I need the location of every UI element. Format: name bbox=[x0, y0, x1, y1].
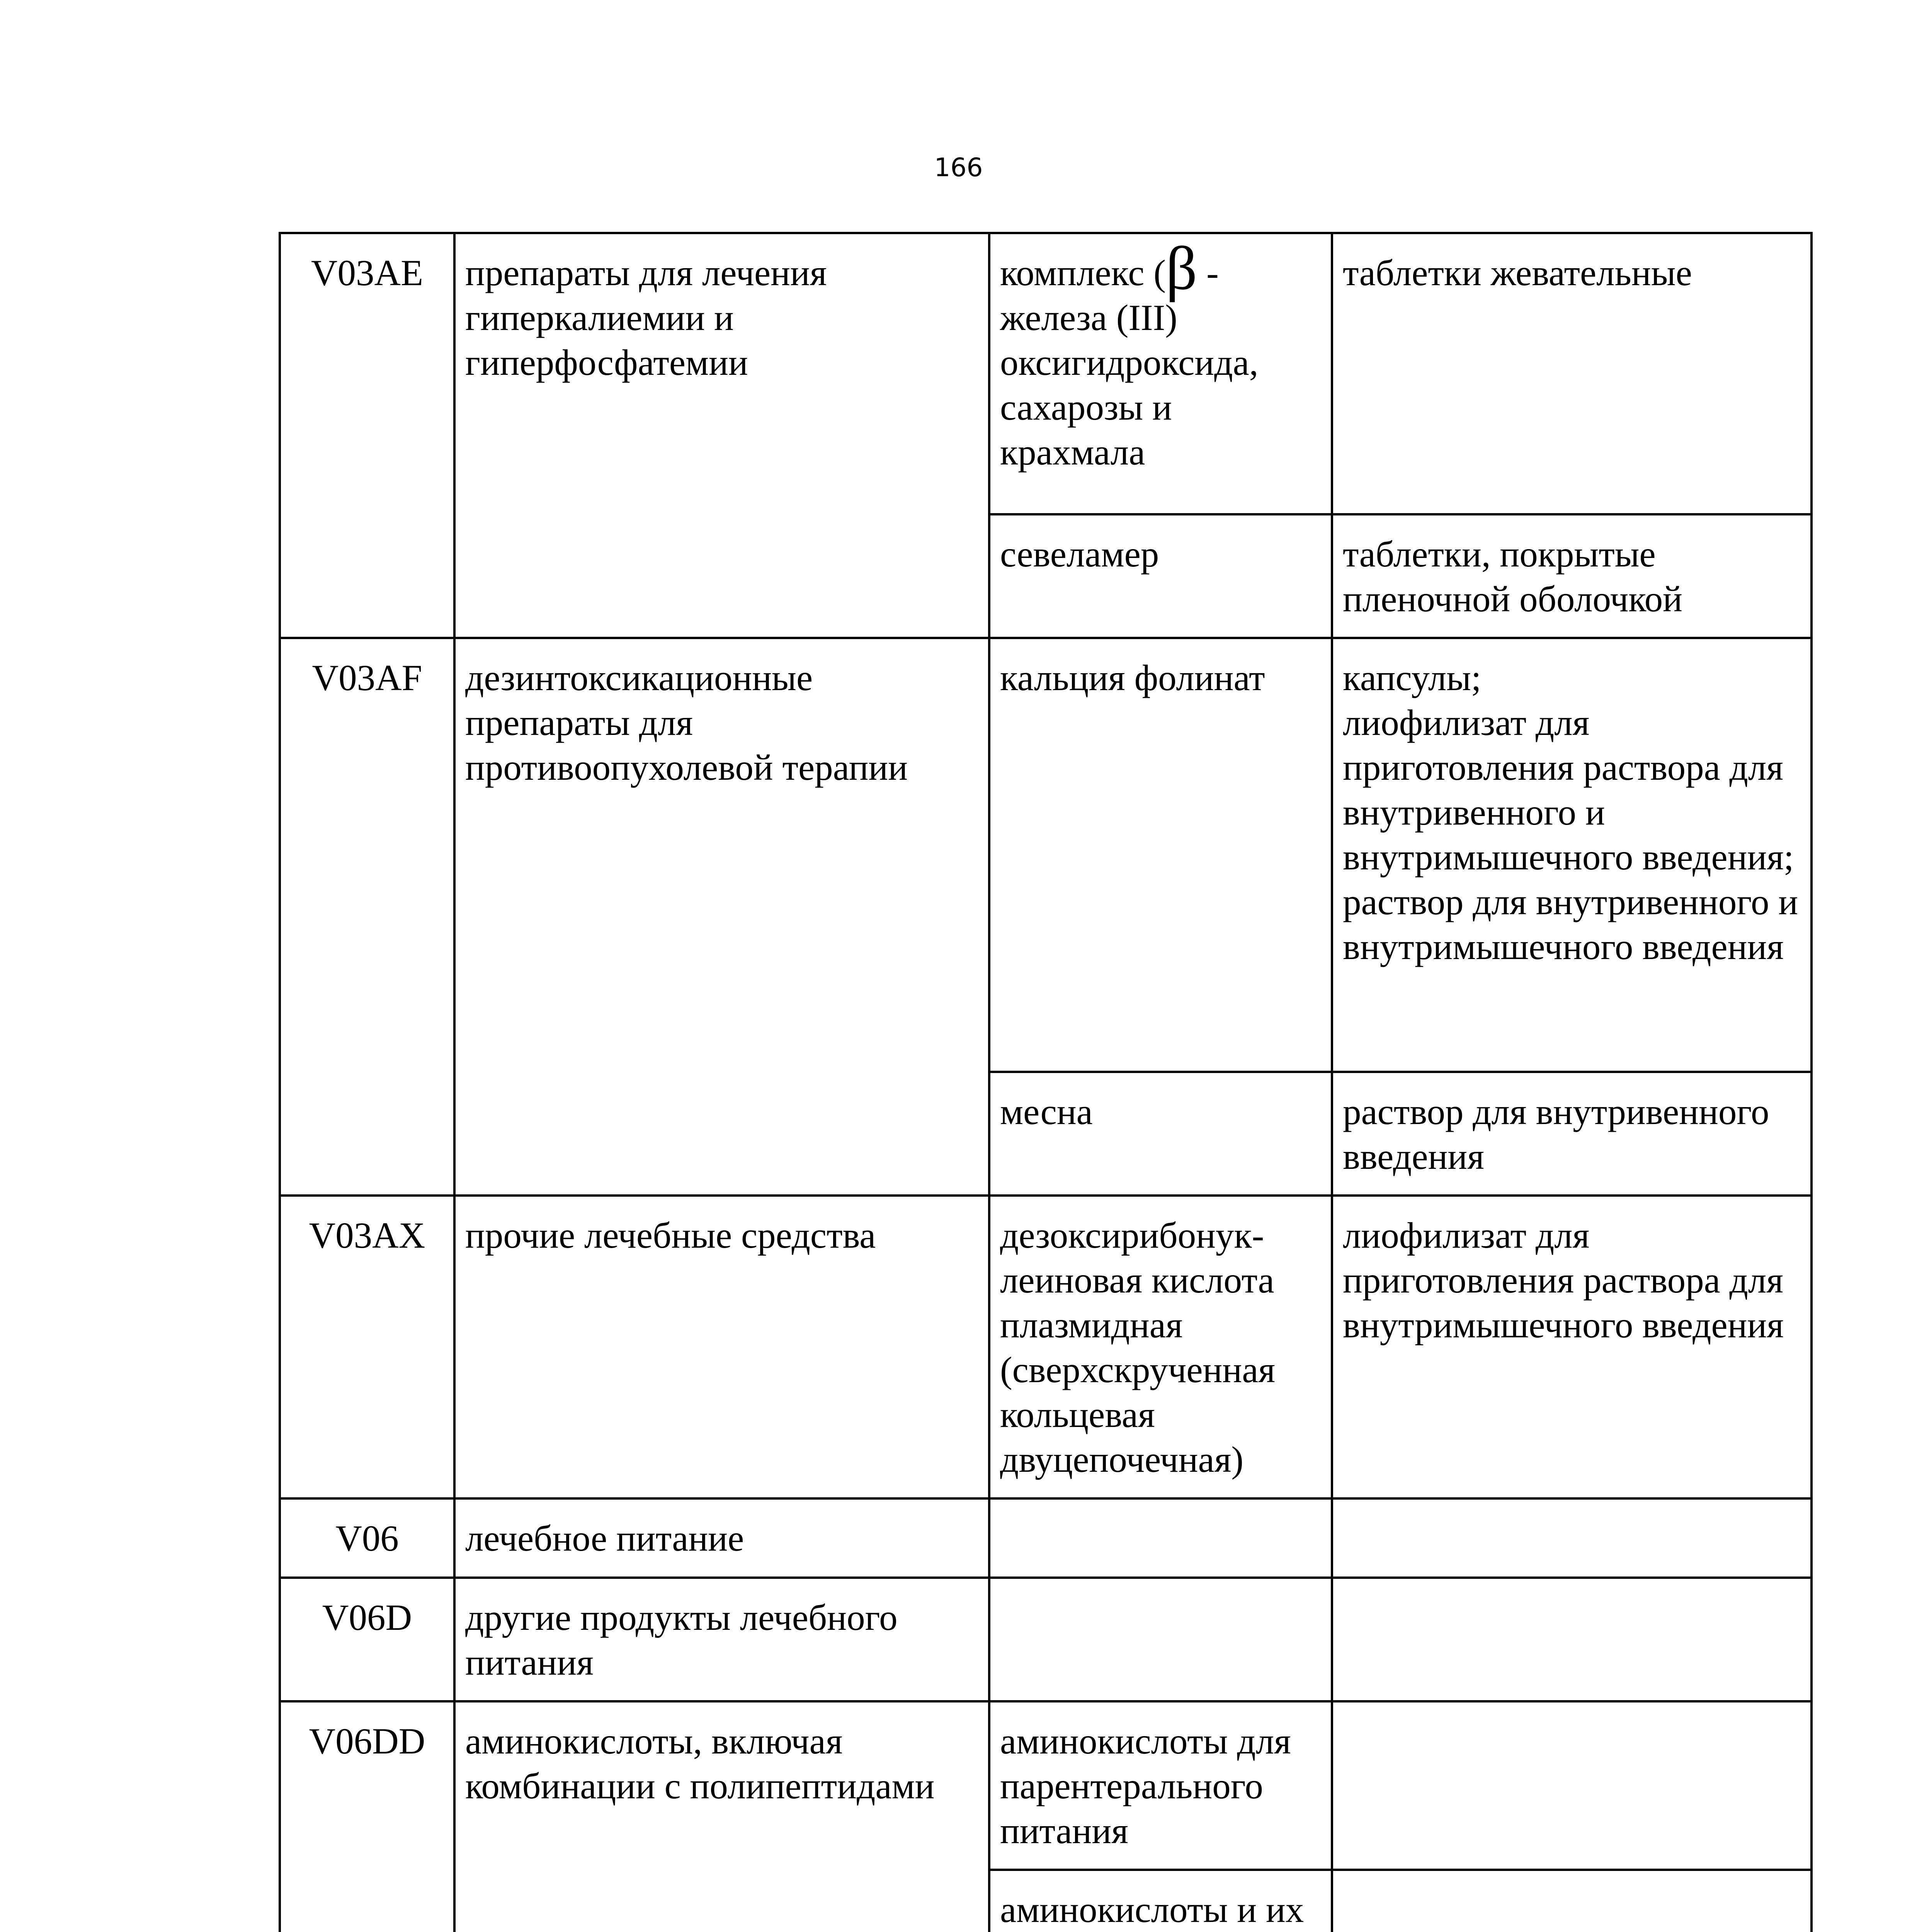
form-line: капсулы; bbox=[1343, 657, 1482, 698]
form-line: лиофилизат для приготовления раствора для внутривенного и внутримышечного введения; bbox=[1343, 702, 1794, 878]
group-cell: препараты для лечения гиперкалиемии и гиперфосфатемии bbox=[454, 233, 989, 638]
form-line: таблетки, покрытые пленочной оболочкой bbox=[1343, 534, 1682, 619]
substance-cell: дезоксирибонук-леиновая кислота плазмидная (сверхскрученная кольцевая двуцепочечная) bbox=[989, 1196, 1332, 1498]
atc-code-cell: V06D bbox=[280, 1578, 454, 1701]
form-cell bbox=[1332, 1870, 1812, 1932]
atc-code-cell: V06DD bbox=[280, 1701, 454, 1932]
form-cell bbox=[1332, 1578, 1812, 1701]
form-cell bbox=[1332, 233, 1812, 514]
form-cell bbox=[1332, 1498, 1812, 1578]
atc-code-cell: V03AF bbox=[280, 638, 454, 1196]
form-cell bbox=[1332, 1072, 1812, 1196]
table-row bbox=[280, 1701, 1812, 1870]
substance-cell: аминокислоты для парентерального питания bbox=[989, 1701, 1332, 1870]
form-cell bbox=[1332, 514, 1812, 638]
table-row bbox=[280, 1578, 1812, 1701]
form-cell bbox=[1332, 1196, 1812, 1498]
group-cell: другие продукты лечебного питания bbox=[454, 1578, 989, 1701]
form-line: лиофилизат для приготовления раствора для внутримышечного введения bbox=[1343, 1215, 1784, 1345]
group-cell: прочие лечебные средства bbox=[454, 1196, 989, 1498]
substance-cell bbox=[989, 1578, 1332, 1701]
substance-text: комплекс ( bbox=[1000, 252, 1166, 293]
substance-cell: месна bbox=[989, 1072, 1332, 1196]
substance-cell bbox=[989, 233, 1332, 514]
atc-code-cell: V03AE bbox=[280, 233, 454, 638]
table-row bbox=[280, 638, 1812, 1072]
atc-code-cell: V03AX bbox=[280, 1196, 454, 1498]
form-line: раствор для внутривенного введения bbox=[1343, 1091, 1769, 1177]
substance-cell: аминокислоты и их bbox=[989, 1870, 1332, 1932]
group-cell: аминокислоты, включая комбинации с полипептидами bbox=[454, 1701, 989, 1932]
table-row bbox=[280, 233, 1812, 514]
substance-cell: севеламер bbox=[989, 514, 1332, 638]
table-row bbox=[280, 1498, 1812, 1578]
substance-text: - железа (III) оксигидроксида, сахарозы и крахмала bbox=[1000, 252, 1259, 473]
form-line: раствор для внутривенного и внутримышечного введения bbox=[1343, 881, 1798, 967]
table-row bbox=[280, 1196, 1812, 1498]
form-cell bbox=[1332, 1701, 1812, 1870]
atc-code-cell: V06 bbox=[280, 1498, 454, 1578]
beta-symbol: β bbox=[1165, 234, 1197, 303]
form-line: таблетки жевательные bbox=[1343, 252, 1692, 293]
drug-table bbox=[279, 232, 1813, 1932]
form-cell bbox=[1332, 638, 1812, 1072]
substance-cell: кальция фолинат bbox=[989, 638, 1332, 1072]
group-cell: дезинтоксикационные препараты для противоопухолевой терапии bbox=[454, 638, 989, 1196]
page-number: 166 bbox=[934, 153, 983, 182]
substance-cell bbox=[989, 1498, 1332, 1578]
group-cell: лечебное питание bbox=[454, 1498, 989, 1578]
